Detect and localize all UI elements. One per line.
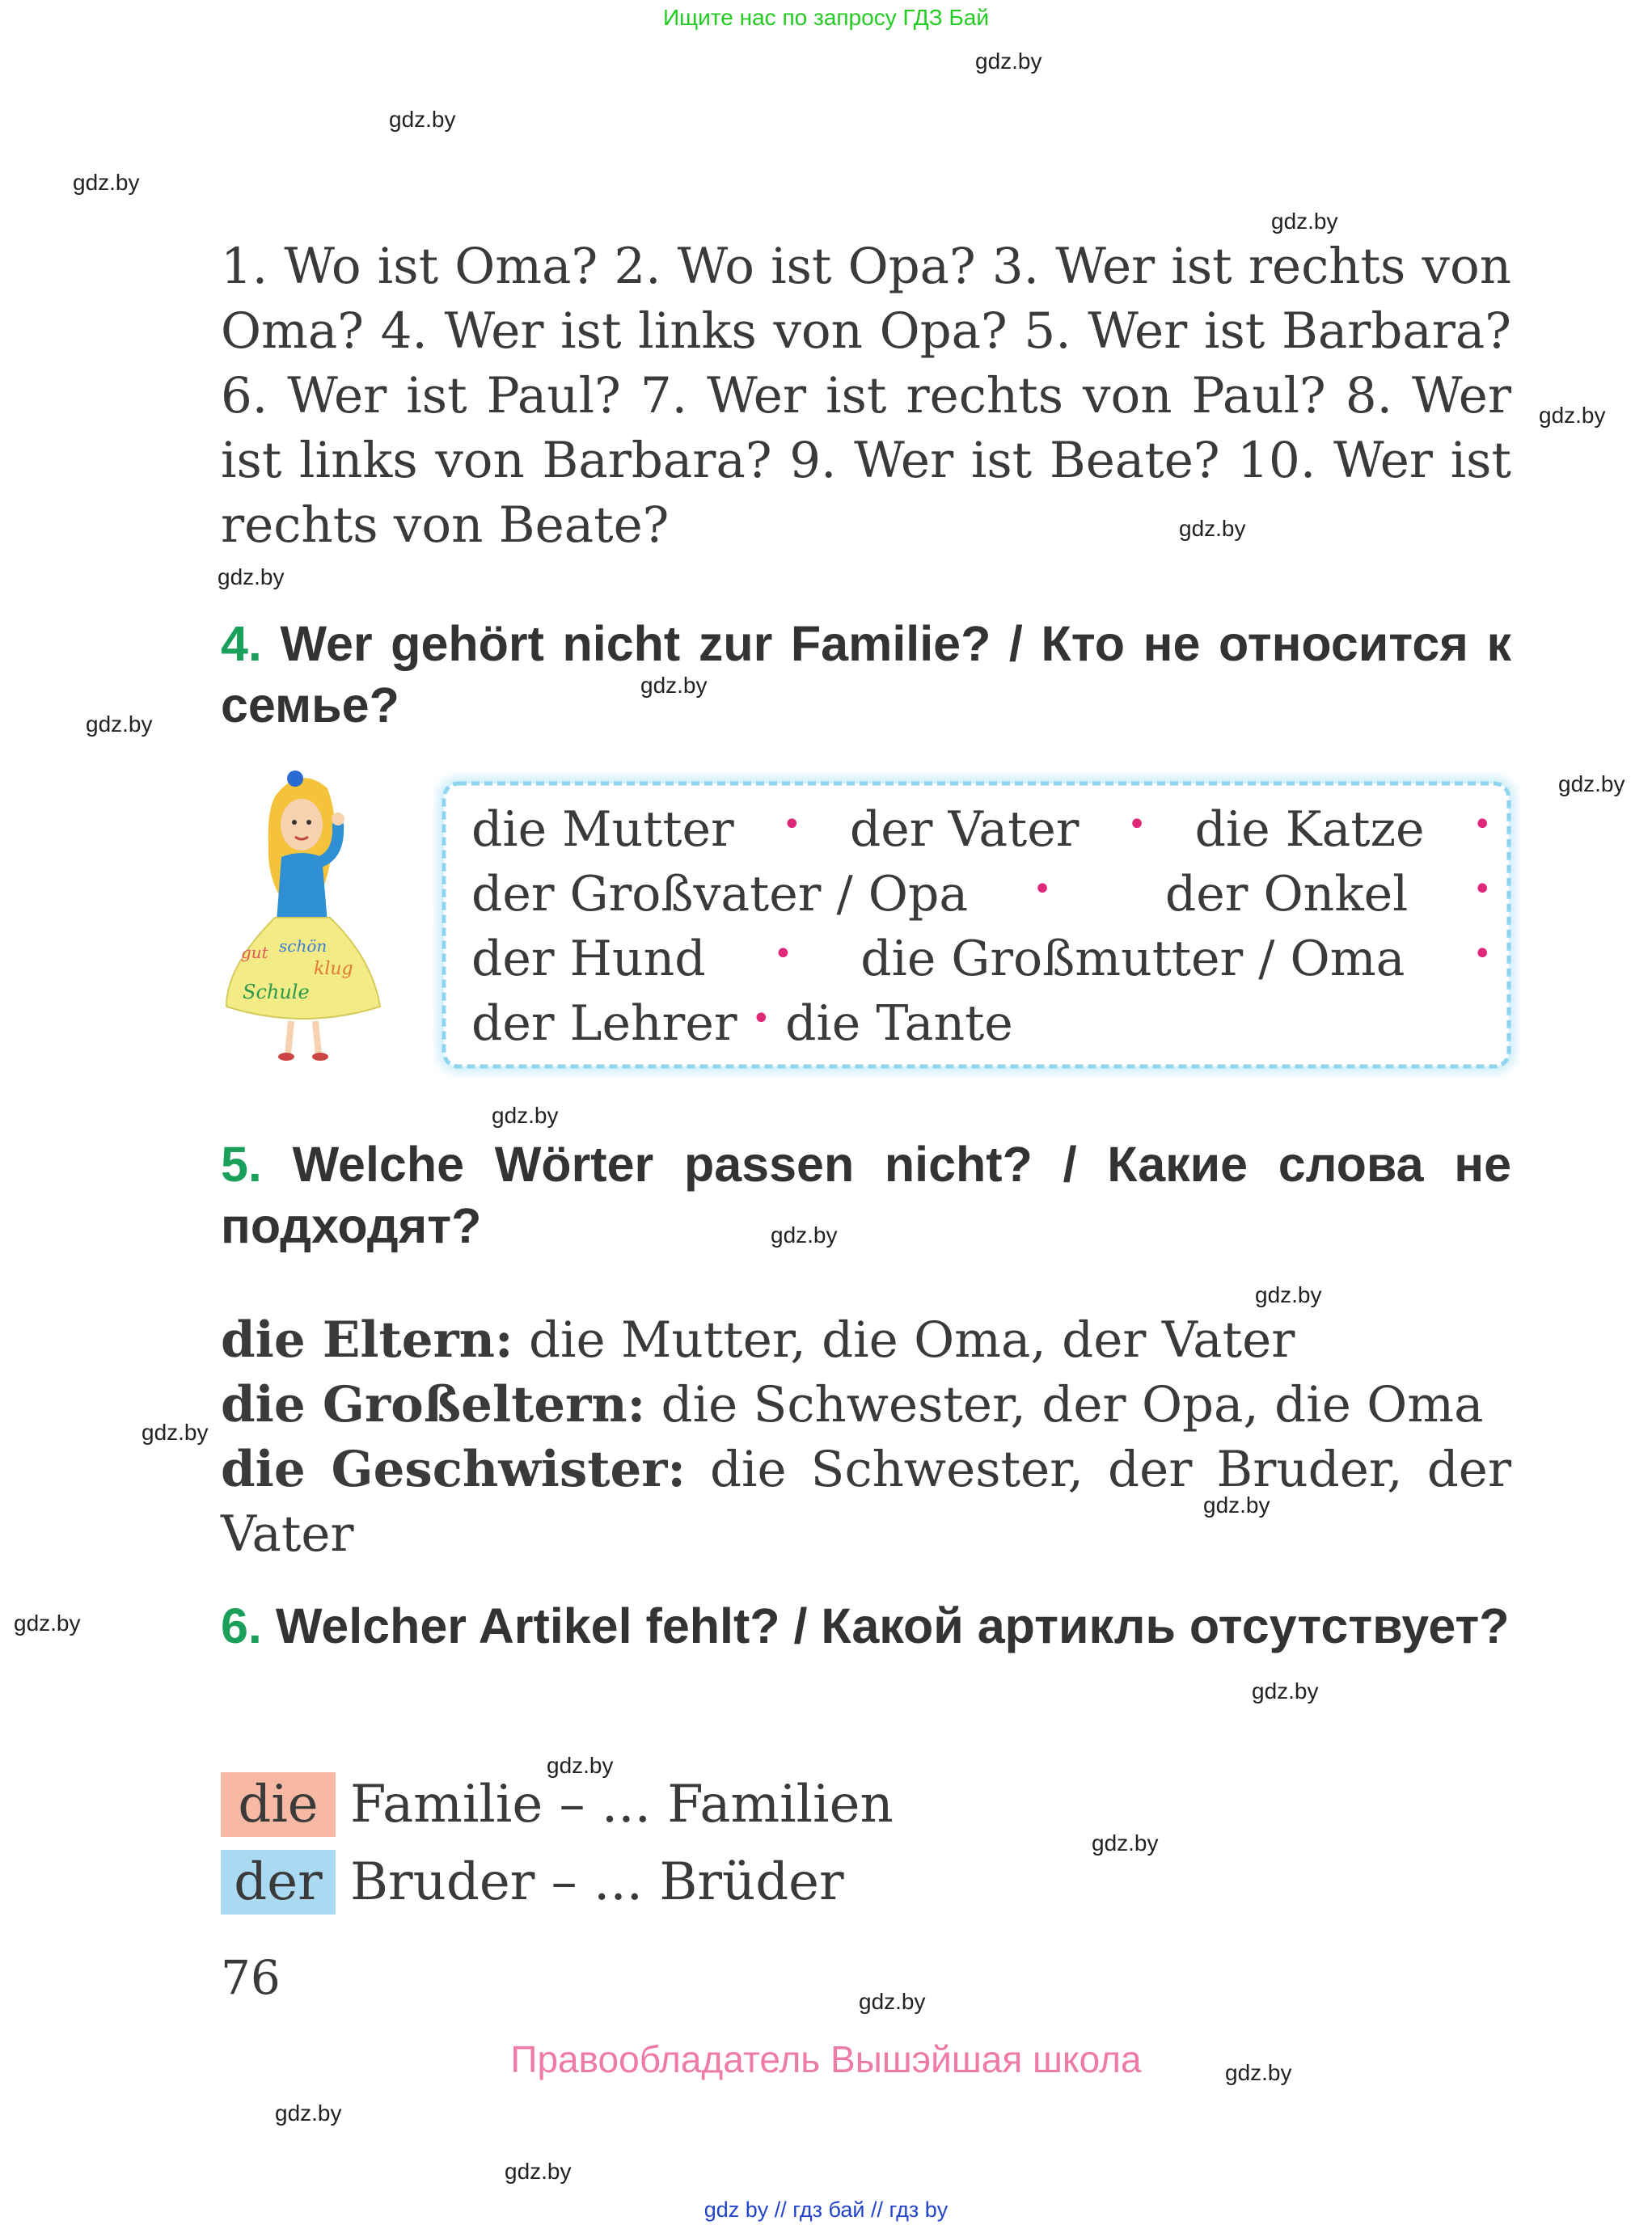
watermark: gdz.by: [1179, 516, 1246, 541]
word-item: der Lehrer: [471, 995, 737, 1052]
watermark: gdz.by: [1225, 2060, 1292, 2085]
separator-dot: •: [1127, 806, 1147, 843]
search-hint[interactable]: Ищите нас по запросу ГДЗ Бай: [662, 5, 990, 30]
watermark: gdz.by: [142, 1420, 209, 1445]
separator-dot: •: [773, 935, 793, 973]
skirt-word-gut: gut: [241, 943, 268, 962]
separator-dot: •: [1033, 871, 1052, 908]
watermark: gdz.by: [859, 1989, 926, 2014]
watermark: gdz.by: [771, 1222, 838, 1248]
watermark: gdz.by: [86, 711, 153, 737]
watermark: gdz.by: [547, 1753, 614, 1778]
watermark: gdz.by: [14, 1611, 81, 1636]
task5-line-3: [221, 1438, 1511, 1567]
line-text: die Schwester, der Opa, die Oma: [661, 1376, 1484, 1433]
watermark: gdz.by: [640, 673, 708, 698]
watermark: gdz.by: [1092, 1830, 1159, 1856]
watermark: gdz.by: [1252, 1678, 1319, 1704]
watermark: gdz.by: [1255, 1282, 1322, 1307]
word-item: die Großmutter / Oma: [860, 931, 1405, 987]
article-die: die: [221, 1772, 336, 1837]
separator-dot: •: [1472, 871, 1492, 908]
task4-title: Wer gehört nicht zur Familie? / Кто не относится к семье?: [221, 616, 1511, 733]
word-item: die Katze: [1194, 801, 1425, 858]
article-row-1: [221, 1772, 894, 1837]
line-text: die Mutter, die Oma, der Vater: [528, 1311, 1295, 1369]
separator-dot: •: [1472, 806, 1492, 843]
separator-dot: •: [782, 806, 802, 843]
watermark: gdz.by: [389, 107, 456, 132]
task6-number: 6.: [221, 1598, 262, 1653]
watermark: gdz.by: [492, 1103, 559, 1128]
separator-dot: •: [1472, 935, 1492, 973]
task6-title: Welcher Artikel fehlt? / Какой артикль отсутствует?: [275, 1598, 1510, 1653]
watermark: gdz.by: [1271, 209, 1338, 234]
word-item: der Vater: [849, 801, 1080, 858]
copyright-owner: Правообладатель Вышэйшая школа: [510, 2038, 1142, 2080]
watermark: gdz.by: [975, 49, 1042, 74]
word-item: der Hund: [471, 931, 706, 987]
task5-lines: [221, 1308, 1511, 1567]
watermark: gdz.by: [73, 170, 140, 195]
watermark: gdz.by: [505, 2159, 572, 2184]
watermark: gdz.by: [218, 564, 285, 589]
line-label: die Eltern:: [221, 1311, 513, 1369]
word-row-2: [471, 862, 1492, 927]
skirt-word-klug: klug: [314, 959, 353, 979]
word-item: der Großvater / Opa: [471, 866, 969, 923]
word-row-4: [471, 991, 1492, 1056]
skirt-word-schon: schön: [279, 936, 327, 956]
word-box-content: [471, 797, 1492, 1056]
word-item: die Tante: [785, 995, 1013, 1052]
task4-heading: [221, 613, 1511, 736]
task5-title: Welche Wörter passen nicht? / Какие слова не подходят?: [221, 1137, 1511, 1253]
skirt-word-schule: Schule: [243, 981, 310, 1003]
task5-number: 5.: [221, 1137, 262, 1192]
word-row-1: [471, 797, 1492, 862]
questions-paragraph: 1. Wo ist Oma? 2. Wo ist Opa? 3. Wer ist rechts von Oma? 4. Wer ist links von Opa? 5. Wer ist Barbara? 6. Wer ist Paul? 7. Wer ist rechts von Paul? 8. Wer ist links von Barbara? 9. Wer ist Beate? 10. Wer ist rechts von Beate?: [221, 238, 1511, 554]
task5-line-2: [221, 1373, 1511, 1438]
watermark: gdz.by: [275, 2100, 342, 2126]
girl-illustration-icon: [218, 764, 388, 1063]
article-row-text: Bruder – ... Brüder: [350, 1852, 844, 1912]
watermark: gdz.by: [1539, 403, 1606, 428]
word-item: die Mutter: [471, 801, 734, 858]
word-item: der Onkel: [1164, 866, 1409, 923]
article-row-text: Familie – ... Familien: [350, 1775, 894, 1834]
task4-number: 4.: [221, 616, 262, 671]
article-der: der: [221, 1850, 336, 1915]
word-row-3: [471, 927, 1492, 991]
line-label: die Großeltern:: [221, 1376, 646, 1433]
task5-heading: [221, 1134, 1511, 1256]
page-number: 76: [221, 1950, 281, 2005]
watermark: gdz.by: [1203, 1492, 1270, 1518]
line-text: die Schwester, der Bruder, der Vater: [221, 1441, 1512, 1563]
watermark: gdz.by: [1558, 771, 1625, 796]
task5-line-1: [221, 1308, 1511, 1373]
footer-links[interactable]: gdz by // гдз бай // гдз by: [703, 2198, 949, 2222]
separator-dot: •: [751, 1000, 771, 1037]
task6-heading: [221, 1595, 1511, 1657]
line-label: die Geschwister:: [221, 1441, 686, 1498]
article-row-2: [221, 1850, 844, 1915]
skirt-shape: [226, 918, 380, 1019]
